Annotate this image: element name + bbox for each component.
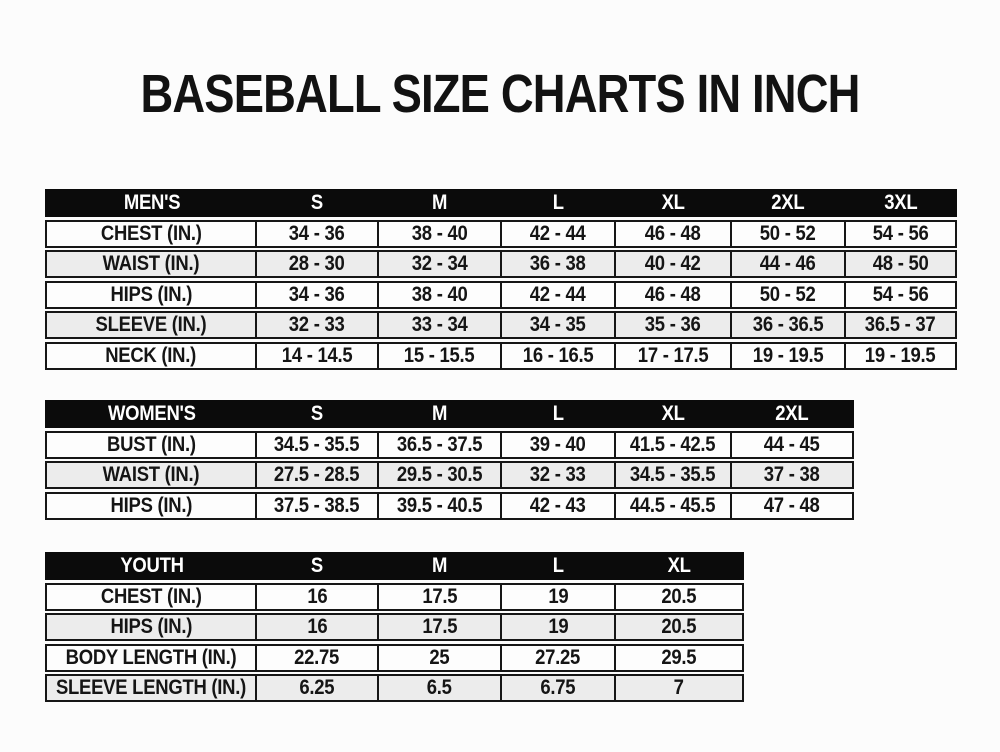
size-value-cell [614,494,730,518]
size-value: 29.5 [661,645,697,669]
row-label: BODY LENGTH (IN.) [65,645,237,669]
size-value-cell [500,463,614,487]
size-value-cell [614,283,730,307]
size-value-cell [614,463,730,487]
size-value: 36 - 36.5 [752,313,824,336]
table-header-row [45,400,854,428]
size-header-cell [614,191,730,215]
size-value: 36.5 - 37 [865,313,936,336]
size-header-label: L [552,191,564,214]
size-value: 46 - 48 [645,282,701,306]
table-row [45,583,744,611]
size-value-cell [377,313,500,337]
row-label-cell [47,252,255,276]
size-value-cell [500,313,614,337]
size-value-cell [255,615,377,639]
size-value: 40 - 42 [645,252,701,275]
size-value-cell [614,252,730,276]
size-header-label: 2XL [775,402,809,425]
size-value-cell [614,313,730,337]
size-header-label: 2XL [771,191,805,214]
table-title-cell [47,402,255,426]
size-value: 36 - 38 [530,252,586,275]
size-value: 47 - 48 [764,493,820,517]
size-value-cell [614,646,742,670]
table-row [45,311,957,339]
row-label-cell [47,313,255,337]
size-value-cell [500,676,614,700]
size-header-label: XL [661,402,685,425]
size-value-cell [500,615,614,639]
size-value-cell [844,344,955,368]
size-value: 54 - 56 [872,221,929,245]
size-value: 34 - 36 [289,221,345,245]
size-value-cell [255,344,377,368]
size-value: 6.75 [540,676,576,699]
size-value: 32 - 34 [411,252,468,275]
size-value-cell [377,676,500,700]
table-row [45,431,854,459]
size-value-cell [377,252,500,276]
size-value: 34 - 35 [530,313,586,336]
size-value: 6.5 [427,676,452,699]
size-value-cell [377,433,500,457]
size-value-cell [377,494,500,518]
row-label: HIPS (IN.) [110,615,192,638]
size-header-cell [377,402,500,426]
row-label: WAIST (IN.) [102,252,200,275]
size-value: 39 - 40 [530,432,586,456]
table-header-row [45,552,744,580]
size-value: 44 - 45 [764,432,820,456]
size-value-cell [730,463,852,487]
size-value-cell [377,222,500,246]
size-value: 6.25 [299,676,335,699]
size-value: 19 - 19.5 [865,343,936,367]
row-label-cell [47,344,255,368]
size-header-cell [500,554,614,578]
size-value-cell [500,585,614,609]
size-value-cell [844,283,955,307]
size-value-cell [255,222,377,246]
row-label: WAIST (IN.) [102,463,200,486]
row-label: HIPS (IN.) [110,282,192,306]
size-value: 22.75 [294,645,340,669]
size-value: 19 - 19.5 [752,343,824,367]
size-value-cell [377,615,500,639]
size-value-cell [377,283,500,307]
row-label: CHEST (IN.) [100,584,202,608]
size-header-cell [255,402,377,426]
size-value: 42 - 44 [530,282,586,306]
row-label-cell [47,433,255,457]
size-value-cell [730,313,844,337]
size-header-label: M [431,402,448,425]
size-header-cell [614,554,742,578]
table-title-cell [47,554,255,578]
size-value-cell [255,585,377,609]
row-label-cell [47,646,255,670]
size-header-label: 3XL [883,191,918,214]
size-value: 20.5 [661,615,697,638]
row-label: HIPS (IN.) [110,493,192,517]
size-value-cell [614,433,730,457]
row-label-cell [47,585,255,609]
row-label: CHEST (IN.) [100,221,202,245]
size-value: 37.5 - 38.5 [274,493,360,517]
size-value-cell [500,252,614,276]
size-value-cell [255,313,377,337]
size-value-cell [377,646,500,670]
row-label: NECK (IN.) [105,343,197,367]
size-value: 25 [429,645,450,669]
row-label-cell [47,222,255,246]
size-value: 16 - 16.5 [522,343,594,367]
size-value: 37 - 38 [764,463,820,486]
size-value-cell [500,646,614,670]
size-value-cell [730,494,852,518]
table-row [45,492,854,520]
row-label-cell [47,283,255,307]
row-label: SLEEVE LENGTH (IN.) [55,676,247,699]
size-value-cell [255,252,377,276]
size-value: 7 [673,676,685,699]
size-header-cell [614,402,730,426]
mens-size-table [45,189,957,372]
size-value-cell [377,344,500,368]
size-value-cell [500,494,614,518]
size-value: 35 - 36 [645,313,701,336]
size-value-cell [614,344,730,368]
size-value-cell [500,283,614,307]
table-title-cell [47,191,255,215]
size-value: 36.5 - 37.5 [396,432,483,456]
size-value: 41.5 - 42.5 [630,432,716,456]
size-value: 19 [547,615,569,638]
size-header-cell [500,402,614,426]
size-value: 38 - 40 [411,282,468,306]
size-value-cell [730,252,844,276]
size-value: 20.5 [661,584,697,608]
row-label-cell [47,615,255,639]
size-value-cell [614,676,742,700]
size-value: 27.5 - 28.5 [274,463,360,486]
size-value-cell [614,222,730,246]
size-value: 16 [306,615,328,638]
size-value: 34.5 - 35.5 [630,463,716,486]
size-value: 44 - 46 [760,252,816,275]
size-header-label: M [431,554,448,577]
row-label: SLEEVE (IN.) [95,313,207,336]
size-value-cell [844,313,955,337]
size-value-cell [730,433,852,457]
size-header-cell [255,191,377,215]
size-value: 17.5 [422,584,457,608]
size-value: 50 - 52 [760,221,816,245]
row-label: BUST (IN.) [106,432,196,456]
size-header-cell [377,191,500,215]
size-value: 17.5 [422,615,457,638]
size-value-cell [377,463,500,487]
size-header-label: S [310,191,324,214]
size-value-cell [500,344,614,368]
size-header-label: S [310,402,324,425]
size-value: 48 - 50 [872,252,929,275]
size-value-cell [614,585,742,609]
size-value: 34.5 - 35.5 [274,432,360,456]
table-row [45,674,744,702]
size-value-cell [500,222,614,246]
table-row [45,613,744,641]
size-value: 54 - 56 [872,282,929,306]
size-header-cell [377,554,500,578]
size-value-cell [255,646,377,670]
size-header-label: L [552,402,564,425]
size-value-cell [730,222,844,246]
size-header-cell [730,191,844,215]
size-value: 46 - 48 [645,221,701,245]
size-value: 38 - 40 [411,221,468,245]
size-value-cell [844,252,955,276]
table-row [45,342,957,370]
size-value: 44.5 - 45.5 [630,493,716,517]
table-row [45,644,744,672]
size-header-cell [500,191,614,215]
size-header-cell [255,554,377,578]
size-header-label: XL [661,191,685,214]
size-value: 27.25 [535,645,581,669]
size-header-label: M [431,191,448,214]
table-title: YOUTH [120,554,184,577]
size-value-cell [255,494,377,518]
size-value: 39.5 - 40.5 [396,493,483,517]
table-header-row [45,189,957,217]
table-title: WOMEN'S [108,402,196,425]
size-value-cell [844,222,955,246]
size-value: 42 - 43 [530,493,586,517]
womens-size-table [45,400,854,522]
table-row [45,250,957,278]
size-value: 34 - 36 [289,282,345,306]
size-value: 28 - 30 [289,252,345,275]
size-value: 17 - 17.5 [637,343,709,367]
size-value-cell [255,463,377,487]
size-header-label: L [552,554,564,577]
size-value-cell [377,585,500,609]
size-value-cell [500,433,614,457]
size-header-label: S [310,554,324,577]
row-label-cell [47,463,255,487]
size-header-label: XL [667,554,691,577]
size-value: 33 - 34 [411,313,468,336]
size-value-cell [255,283,377,307]
page-title: BASEBALL SIZE CHARTS IN INCH [140,64,860,124]
size-value: 16 [306,584,328,608]
size-value: 32 - 33 [530,463,586,486]
row-label-cell [47,676,255,700]
size-value-cell [614,615,742,639]
youth-size-table [45,552,744,705]
size-value-cell [730,344,844,368]
size-value: 32 - 33 [289,313,345,336]
size-value-cell [255,433,377,457]
size-value: 50 - 52 [760,282,816,306]
size-value-cell [730,283,844,307]
table-row [45,281,957,309]
size-value-cell [255,676,377,700]
row-label-cell [47,494,255,518]
size-value: 19 [547,584,569,608]
table-title: MEN'S [123,191,181,214]
table-row [45,461,854,489]
size-header-cell [730,402,852,426]
size-value: 29.5 - 30.5 [396,463,483,486]
table-row [45,220,957,248]
size-value: 14 - 14.5 [281,343,353,367]
size-value: 42 - 44 [530,221,586,245]
size-value: 15 - 15.5 [404,343,475,367]
size-header-cell [844,191,955,215]
